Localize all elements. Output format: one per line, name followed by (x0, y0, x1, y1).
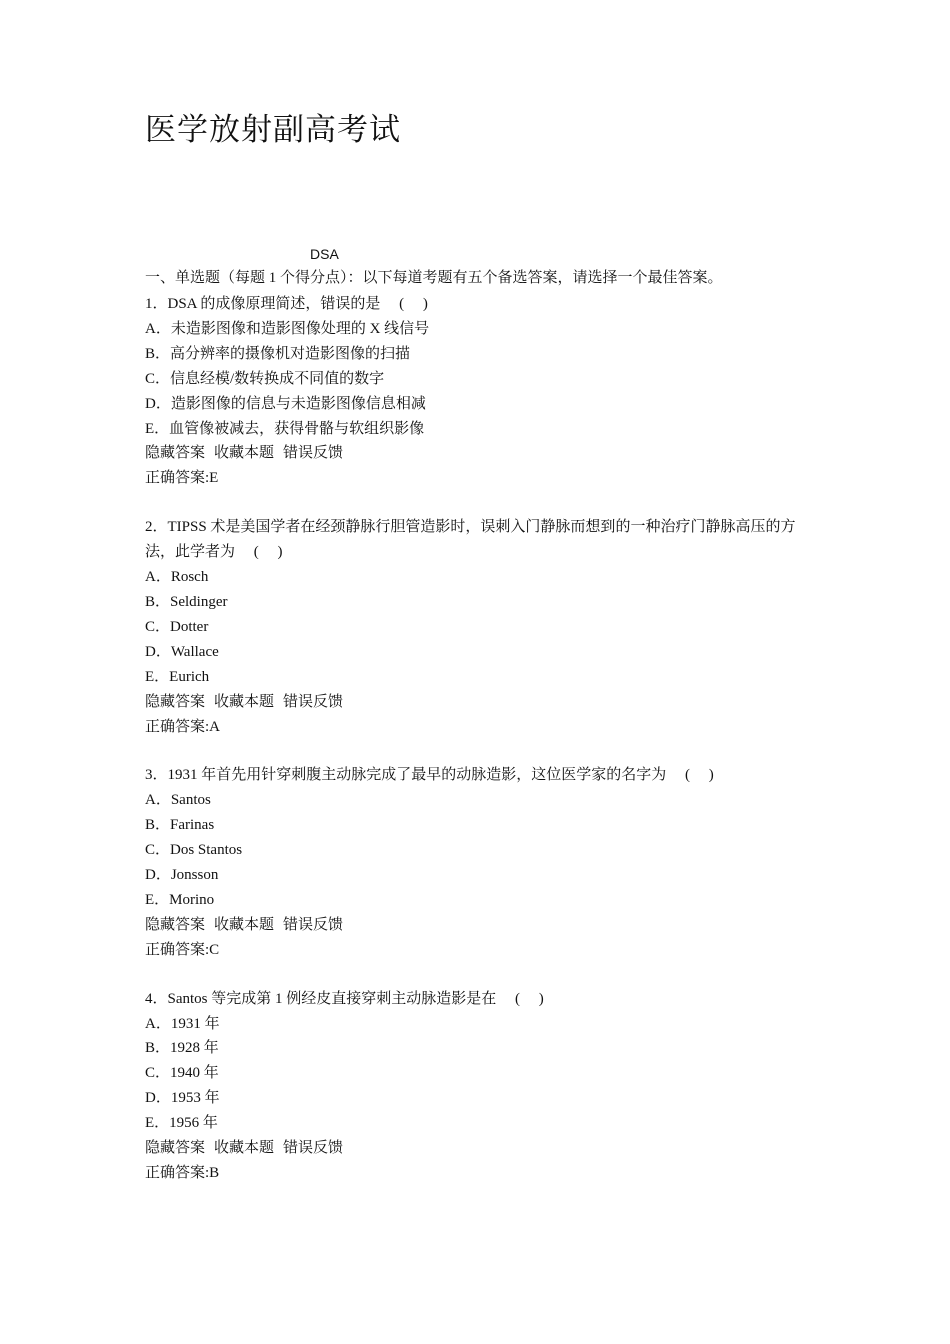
correct-answer: 正确答案:C (145, 941, 220, 958)
option-a[interactable]: A．Santos (145, 792, 211, 809)
question-stem: 2．TIPSS 术是美国学者在经颈静脉行胆管造影时，误刺入门静脉而想到的一种治疗门静脉高压的方法，此学者为 ( ) (145, 519, 796, 561)
option-d[interactable]: D．1953 年 (145, 1090, 220, 1107)
favorite-link[interactable]: 收藏本题 (214, 693, 275, 710)
favorite-link[interactable]: 收藏本题 (214, 916, 275, 933)
option-d[interactable]: D．Jonsson (145, 867, 219, 884)
hide-answer-link[interactable]: 隐藏答案 (145, 445, 206, 462)
question-item (145, 763, 825, 962)
option-a[interactable]: A．1931 年 (145, 1015, 220, 1032)
question-item (145, 292, 825, 491)
question-stem: 1．DSA 的成像原理简述，错误的是 ( ) (145, 296, 428, 312)
question-stem: 4．Santos 等完成第 1 例经皮直接穿刺主动脉造影是在 ( ) (145, 990, 544, 1007)
question-item (145, 987, 825, 1186)
correct-answer: 正确答案:A (145, 718, 221, 735)
question-item (145, 515, 825, 739)
favorite-link[interactable]: 收藏本题 (214, 445, 275, 462)
question-actions (145, 1136, 825, 1161)
option-c[interactable]: C．Dotter (145, 618, 209, 635)
option-c[interactable]: C．Dos Stantos (145, 842, 243, 859)
option-e[interactable]: E．Morino (145, 891, 215, 908)
option-d[interactable]: D．Wallace (145, 643, 219, 660)
option-b[interactable]: B．Seldinger (145, 593, 228, 610)
hide-answer-link[interactable]: 隐藏答案 (145, 693, 206, 710)
question-actions (145, 913, 825, 938)
report-error-link[interactable]: 错误反馈 (283, 1140, 344, 1157)
option-e[interactable]: E．Eurich (145, 668, 210, 685)
option-b[interactable]: B．Farinas (145, 817, 215, 834)
option-d[interactable]: D．造影图像的信息与未造影图像信息相减 (145, 395, 426, 412)
question-actions (145, 690, 825, 715)
question-actions (145, 441, 825, 466)
question-stem: 3．1931 年首先用针穿刺腹主动脉完成了最早的动脉造影，这位医学家的名字为 ( ) (145, 767, 714, 784)
option-b[interactable]: B．高分辨率的摄像机对造影图像的扫描 (145, 345, 411, 362)
favorite-link[interactable]: 收藏本题 (214, 1140, 275, 1157)
option-c[interactable]: C．1940 年 (145, 1065, 219, 1082)
option-a[interactable]: A．未造影图像和造影图像处理的 X 线信号 (145, 320, 430, 337)
correct-answer: 正确答案:B (145, 1165, 220, 1181)
option-e[interactable]: E．血管像被减去，获得骨骼与软组织影像 (145, 420, 425, 437)
section-description: 一、单选题（每题 1 个得分点）：以下每道考题有五个备选答案，请选择一个最佳答案。 (145, 270, 723, 286)
hide-answer-link[interactable]: 隐藏答案 (145, 916, 206, 933)
page-title: 医学放射副高考试 (145, 112, 401, 147)
option-b[interactable]: B．1928 年 (145, 1040, 219, 1057)
option-a[interactable]: A．Rosch (145, 569, 209, 586)
option-c[interactable]: C．信息经模/数转换成不同值的数字 (145, 370, 385, 387)
correct-answer: 正确答案:E (145, 470, 219, 487)
section-label: DSA (310, 246, 339, 262)
option-e[interactable]: E．1956 年 (145, 1115, 218, 1132)
question-list (145, 292, 825, 1210)
hide-answer-link[interactable]: 隐藏答案 (145, 1140, 206, 1157)
report-error-link[interactable]: 错误反馈 (283, 693, 344, 710)
report-error-link[interactable]: 错误反馈 (283, 916, 344, 933)
report-error-link[interactable]: 错误反馈 (283, 445, 344, 462)
